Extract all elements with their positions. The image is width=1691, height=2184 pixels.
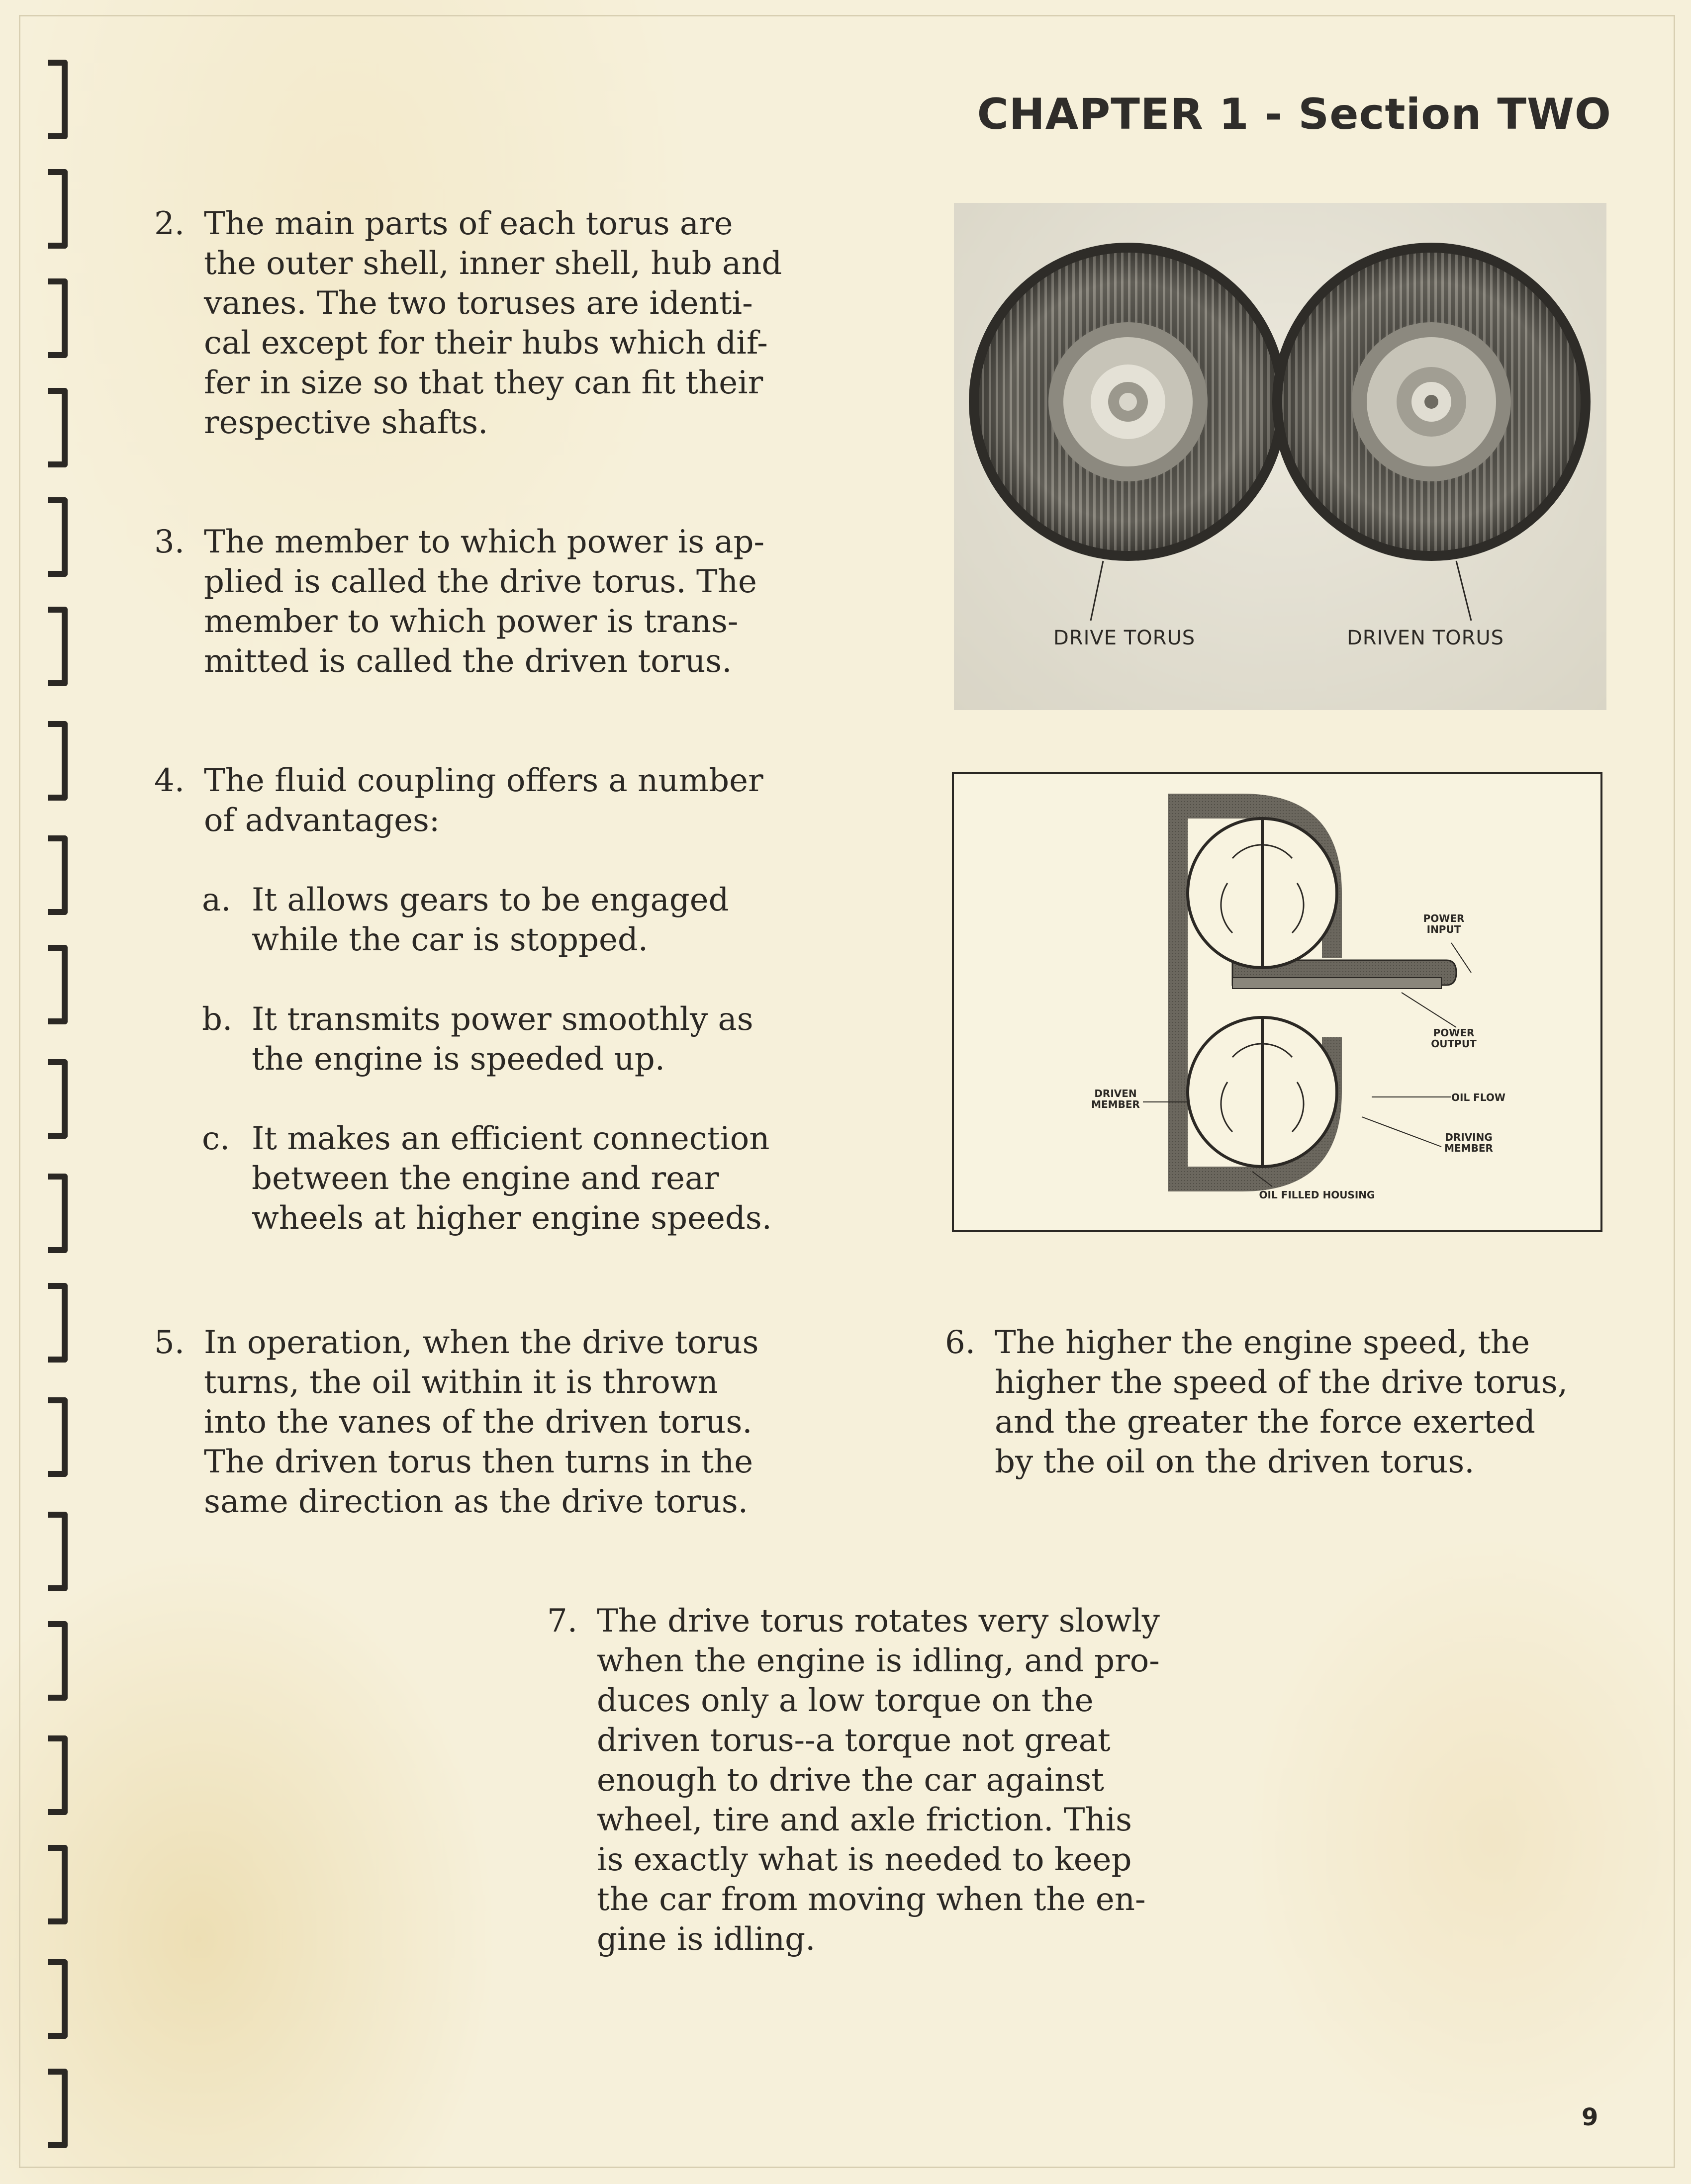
- text-line: of advantages:: [204, 802, 440, 839]
- paragraph-number: 6.: [945, 1324, 976, 1361]
- text-line: the outer shell, inner shell, hub and: [204, 245, 782, 282]
- text-line: respective shafts.: [204, 404, 488, 441]
- list-item-a: [202, 880, 806, 960]
- list-marker: c.: [202, 1120, 230, 1157]
- text-line: mitted is called the driven torus.: [204, 643, 732, 680]
- list-item-c: [202, 1119, 806, 1238]
- list-item-b: [202, 1000, 806, 1079]
- binding-ring: [48, 1397, 68, 1477]
- text-line: wheels at higher engine speeds.: [252, 1200, 772, 1237]
- text-line: cal except for their hubs which dif-: [204, 325, 768, 362]
- text-line: between the engine and rear: [252, 1160, 719, 1197]
- label-line: DRIVING: [1445, 1131, 1493, 1143]
- text-line: vanes. The two toruses are identi-: [204, 285, 753, 322]
- text-line: the car from moving when the en-: [597, 1881, 1146, 1918]
- binding-ring: [48, 1621, 68, 1701]
- binding-ring: [48, 721, 68, 801]
- binding-ring: [48, 2069, 68, 2148]
- label-line: DRIVEN: [1094, 1088, 1137, 1099]
- text-line: The higher the engine speed, the: [995, 1324, 1530, 1361]
- page-number: 9: [1582, 2103, 1598, 2131]
- paragraph-2: [154, 204, 806, 443]
- text-line: In operation, when the drive torus: [204, 1324, 759, 1361]
- label-line: POWER: [1433, 1027, 1475, 1039]
- paragraph-number: 2.: [154, 205, 185, 242]
- label-line: POWER: [1423, 912, 1465, 924]
- torus-photo-art: [954, 203, 1606, 710]
- text-line: The member to which power is ap-: [204, 524, 765, 560]
- driving-member-label: [1436, 1132, 1501, 1154]
- binding-ring: [48, 60, 68, 139]
- power-input-label: [1411, 913, 1476, 935]
- fluid-coupling-art: [954, 774, 1600, 1230]
- paragraph-4: [154, 761, 806, 840]
- text-line: It allows gears to be engaged: [252, 882, 729, 918]
- list-marker: a.: [202, 882, 231, 918]
- list-marker: b.: [202, 1001, 233, 1038]
- binding-ring: [48, 278, 68, 358]
- power-output-label: [1421, 1027, 1486, 1049]
- text-line: and the greater the force exerted: [995, 1404, 1535, 1441]
- label-line: MEMBER: [1091, 1098, 1140, 1110]
- text-line: turns, the oil within it is thrown: [204, 1364, 718, 1401]
- binding-ring: [48, 607, 68, 686]
- binding-ring: [48, 835, 68, 915]
- label-line: OUTPUT: [1431, 1038, 1477, 1050]
- oil-filled-housing-label: OIL FILLED HOUSING: [1259, 1189, 1375, 1201]
- text-line: enough to drive the car against: [597, 1762, 1104, 1799]
- driving-member-leader: [1362, 1117, 1441, 1147]
- housing-wall: [1168, 794, 1188, 1191]
- binding-ring: [48, 388, 68, 467]
- text-line: member to which power is trans-: [204, 603, 739, 640]
- drive-torus-image: [969, 243, 1287, 561]
- paragraph-6: [945, 1323, 1611, 1482]
- paragraph-3: [154, 522, 806, 681]
- fluid-coupling-diagram: [952, 772, 1602, 1232]
- driven-member-label: [1083, 1088, 1148, 1110]
- paragraph-number: 5.: [154, 1324, 185, 1361]
- text-line: plied is called the drive torus. The: [204, 563, 757, 600]
- paragraph-number: 4.: [154, 762, 185, 799]
- binding-ring: [48, 1283, 68, 1363]
- text-line: duces only a low torque on the: [597, 1682, 1094, 1719]
- binding-ring: [48, 1512, 68, 1591]
- label-line: INPUT: [1426, 923, 1461, 935]
- binding-ring: [48, 1735, 68, 1815]
- spiral-binding: [48, 50, 83, 2168]
- paragraph-5: [154, 1323, 806, 1522]
- drive-torus-leader: [1091, 561, 1103, 621]
- drive-torus-label: DRIVE TORUS: [1053, 627, 1196, 649]
- driven-torus-image: [1272, 243, 1591, 561]
- power-output-leader: [1402, 993, 1456, 1027]
- text-line: when the engine is idling, and pro-: [597, 1642, 1160, 1679]
- text-line: by the oil on the driven torus.: [995, 1444, 1475, 1480]
- binding-ring: [48, 497, 68, 577]
- binding-ring: [48, 1174, 68, 1253]
- torus-photo: [954, 203, 1606, 710]
- text-line: The drive torus rotates very slowly: [597, 1603, 1160, 1639]
- paragraph-number: 7.: [547, 1603, 578, 1639]
- text-line: The main parts of each torus are: [204, 205, 733, 242]
- text-line: while the car is stopped.: [252, 921, 649, 958]
- text-line: It makes an efficient connection: [252, 1120, 770, 1157]
- text-line: is exactly what is needed to keep: [597, 1841, 1132, 1878]
- binding-ring: [48, 1845, 68, 1924]
- binding-ring: [48, 945, 68, 1024]
- paragraph-number: 3.: [154, 524, 185, 560]
- text-line: into the vanes of the driven torus.: [204, 1404, 752, 1441]
- text-line: gine is idling.: [597, 1921, 816, 1958]
- text-line: same direction as the drive torus.: [204, 1483, 749, 1520]
- binding-ring: [48, 169, 68, 249]
- text-line: the engine is speeded up.: [252, 1041, 665, 1078]
- driven-torus-label: DRIVEN TORUS: [1347, 627, 1504, 649]
- text-line: The fluid coupling offers a number: [204, 762, 763, 799]
- text-line: The driven torus then turns in the: [204, 1444, 753, 1480]
- text-line: wheel, tire and axle friction. This: [597, 1802, 1132, 1838]
- text-line: higher the speed of the drive torus,: [995, 1364, 1568, 1401]
- binding-ring: [48, 1059, 68, 1139]
- driven-torus-leader: [1456, 561, 1471, 621]
- power-output-shaft: [1232, 978, 1441, 989]
- chapter-heading: CHAPTER 1 - Section TWO: [977, 90, 1611, 139]
- paragraph-7: [547, 1601, 1199, 1959]
- text-line: It transmits power smoothly as: [252, 1001, 753, 1038]
- label-line: MEMBER: [1444, 1142, 1493, 1154]
- text-line: driven torus--a torque not great: [597, 1722, 1111, 1759]
- text-line: fer in size so that they can fit their: [204, 364, 763, 401]
- binding-ring: [48, 1959, 68, 2039]
- oil-flow-label: OIL FLOW: [1451, 1092, 1505, 1103]
